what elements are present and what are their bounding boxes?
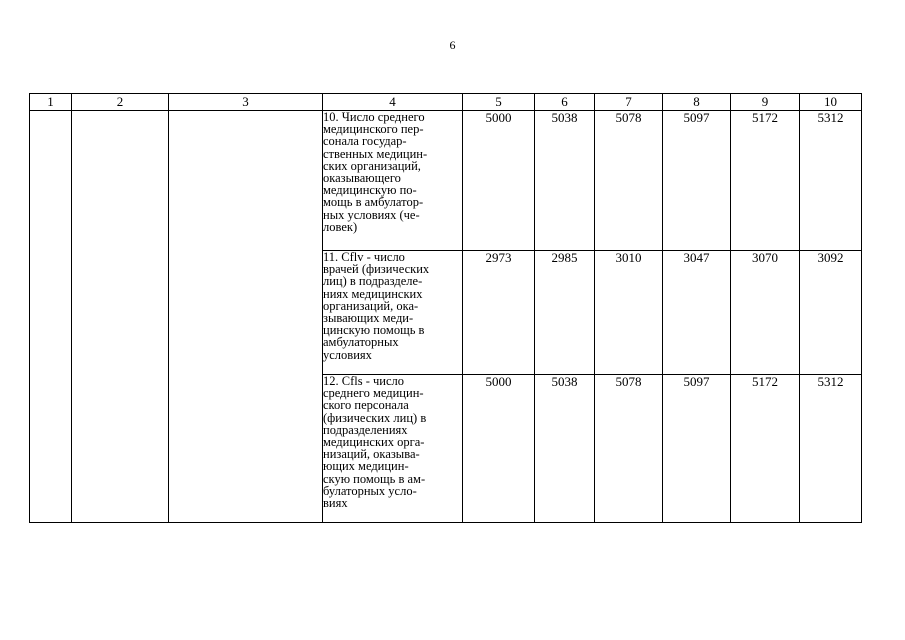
- value-cell: 3092: [800, 251, 862, 375]
- indicator-description: 12. Cfls - число среднего медицин- ского персонала (физических лиц) в подразделениях медицинских орга- низаций, оказыва- ющих медицин- скую помощь в ам- булаторных усло- виях: [323, 375, 463, 523]
- value-cell: 3010: [595, 251, 663, 375]
- indicator-description: 11. Cflv - число врачей (физических лиц) в подразделе- ниях медицинских организаций, ока- зывающих меди- цинскую помощь в амбулаторных условиях: [323, 251, 463, 375]
- data-table: [29, 93, 862, 523]
- header-row: [30, 94, 862, 111]
- value-cell: 5172: [731, 111, 800, 251]
- value-cell: 5172: [731, 375, 800, 523]
- header-cell: 10: [800, 94, 862, 111]
- empty-cell-col2: [72, 111, 169, 523]
- header-cell: 5: [463, 94, 535, 111]
- header-cell: 1: [30, 94, 72, 111]
- indicator-description: 10. Число среднего медицинского пер- сонала государ- ственных медицин- ских организаций, оказывающего медицинскую по- мощь в амбулатор- ных условиях (че- ловек): [323, 111, 463, 251]
- header-cell: 7: [595, 94, 663, 111]
- value-cell: 5000: [463, 375, 535, 523]
- value-cell: 5078: [595, 375, 663, 523]
- header-cell: 9: [731, 94, 800, 111]
- header-cell: 4: [323, 94, 463, 111]
- table-row: [30, 111, 862, 251]
- value-cell: 5312: [800, 375, 862, 523]
- value-cell: 2973: [463, 251, 535, 375]
- page-number: 6: [449, 38, 456, 52]
- value-cell: 5000: [463, 111, 535, 251]
- header-cell: 2: [72, 94, 169, 111]
- header-cell: 3: [169, 94, 323, 111]
- value-cell: 5097: [663, 111, 731, 251]
- header-cell: 8: [663, 94, 731, 111]
- empty-cell-col1: [30, 111, 72, 523]
- value-cell: 3047: [663, 251, 731, 375]
- empty-cell-col3: [169, 111, 323, 523]
- value-cell: 5097: [663, 375, 731, 523]
- value-cell: 5038: [535, 375, 595, 523]
- value-cell: 5078: [595, 111, 663, 251]
- header-cell: 6: [535, 94, 595, 111]
- value-cell: 5038: [535, 111, 595, 251]
- value-cell: 3070: [731, 251, 800, 375]
- value-cell: 2985: [535, 251, 595, 375]
- value-cell: 5312: [800, 111, 862, 251]
